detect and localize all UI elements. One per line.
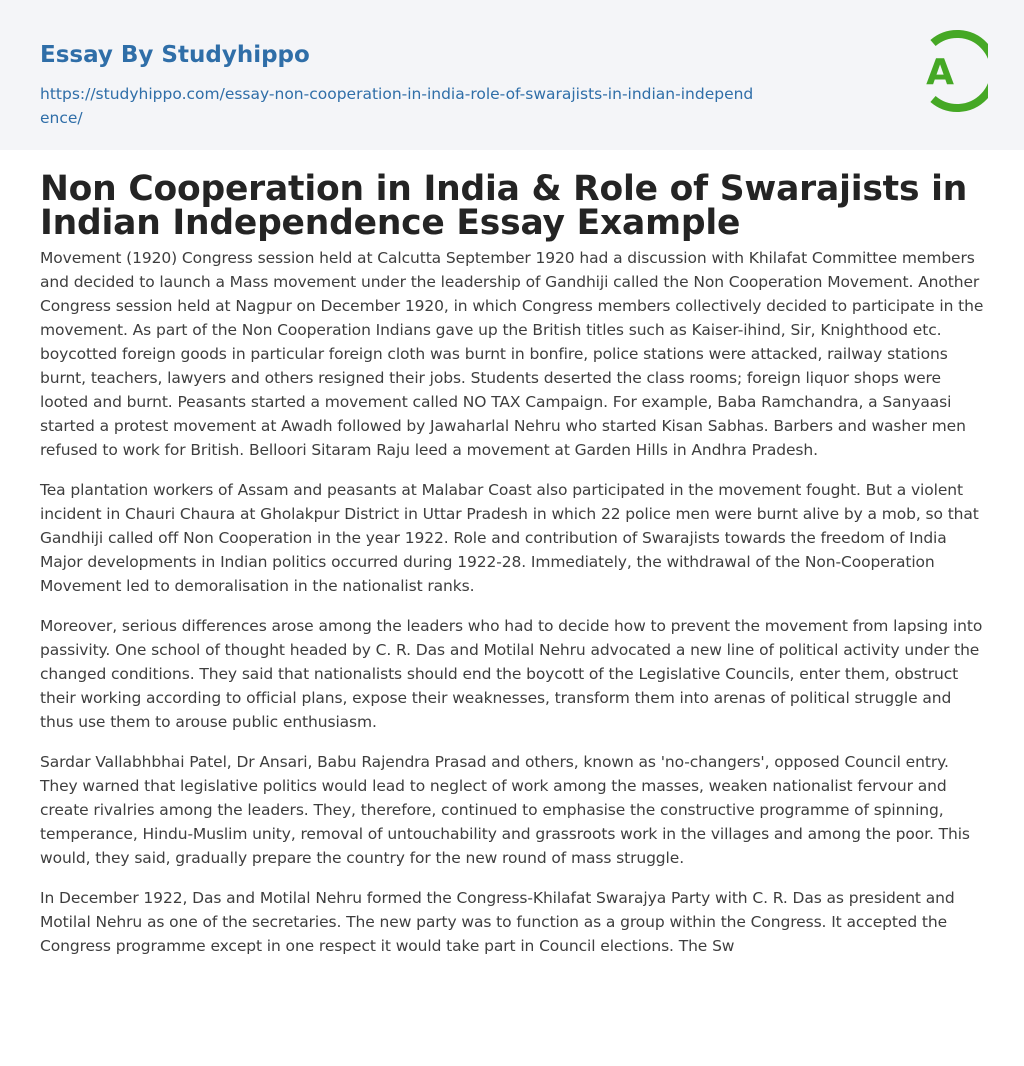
logo-letter: A	[926, 52, 954, 93]
essay-paragraph: Tea plantation workers of Assam and peasants at Malabar Coast also participated in the movement fought. But a violent incident in Chauri Chaura at Gholakpur District in Uttar Pradesh in which 22 police men were burnt alive by a mob, so that Gandhiji called off Non Cooperation in the year 1922. Role and contribution of Swarajists towards the freedom of India Major developments in Indian politics occurred during 1922-28. Immediately, the withdrawal of the Non-Cooperation Movement led to demoralisation in the nationalist ranks.	[40, 481, 979, 595]
essay-paragraph: In December 1922, Das and Motilal Nehru formed the Congress-Khilafat Swarajya Party with C. R. Das as president and Motilal Nehru as one of the secretaries. The new party was to function as a group within the Congress. It accepted the Congress programme except in one respect it would take part in Council elections. The Sw	[40, 889, 955, 955]
page-title: Non Cooperation in India & Role of Swarajists in Indian Independence Essay Example	[40, 169, 968, 243]
essay-paragraph: Movement (1920) Congress session held at Calcutta September 1920 had a discussion with Khilafat Committee members and decided to launch a Mass movement under the leadership of Gandhiji called the Non Cooperation Movement. Another Congress session held at Nagpur on December 1920, in which Congress members collectively decided to participate in the movement. As part of the Non Cooperation Indians gave up the British titles such as Kaiser-ihind, Sir, Knighthood etc. boycotted foreign goods in particular foreign cloth was burnt in bonfire, police stations were attacked, railway stations burnt, teachers, lawyers and others resigned their jobs. Students deserted the class rooms; foreign liquor shops were looted and burnt. Peasants started a movement called NO TAX Campaign. For example, Baba Ramchandra, a Sanyaasi started a protest movement at Awadh followed by Jawaharlal Nehru who started Kisan Sabhas. Barbers and washer men refused to work for British. Belloori Sitaram Raju leed a movement at Garden Hills in Andhra Pradesh.	[40, 249, 984, 459]
article	[40, 169, 988, 958]
brand-title[interactable]: Essay By Studyhippo	[40, 42, 310, 68]
studyhippo-logo-icon[interactable]	[912, 28, 988, 116]
site-header	[0, 0, 1024, 150]
essay-url-link[interactable]: https://studyhippo.com/essay-non-cooperation-in-india-role-of-swarajists-in-indian-independence/	[40, 85, 754, 127]
essay-paragraph: Sardar Vallabhbhai Patel, Dr Ansari, Babu Rajendra Prasad and others, known as 'no-changers', opposed Council entry. They warned that legislative politics would lead to neglect of work among the masses, weaken nationalist fervour and create rivalries among the leaders. They, therefore, continued to emphasise the constructive programme of spinning, temperance, Hindu-Muslim unity, removal of untouchability and grassroots work in the villages and among the poor. This would, they said, gradually prepare the country for the new round of mass struggle.	[40, 753, 970, 867]
essay-paragraph: Moreover, serious differences arose among the leaders who had to decide how to prevent the movement from lapsing into passivity. One school of thought headed by C. R. Das and Motilal Nehru advocated a new line of political activity under the changed conditions. They said that nationalists should end the boycott of the Legislative Councils, enter them, obstruct their working according to official plans, expose their weaknesses, transform them into arenas of political struggle and thus use them to arouse public enthusiasm.	[40, 617, 983, 731]
